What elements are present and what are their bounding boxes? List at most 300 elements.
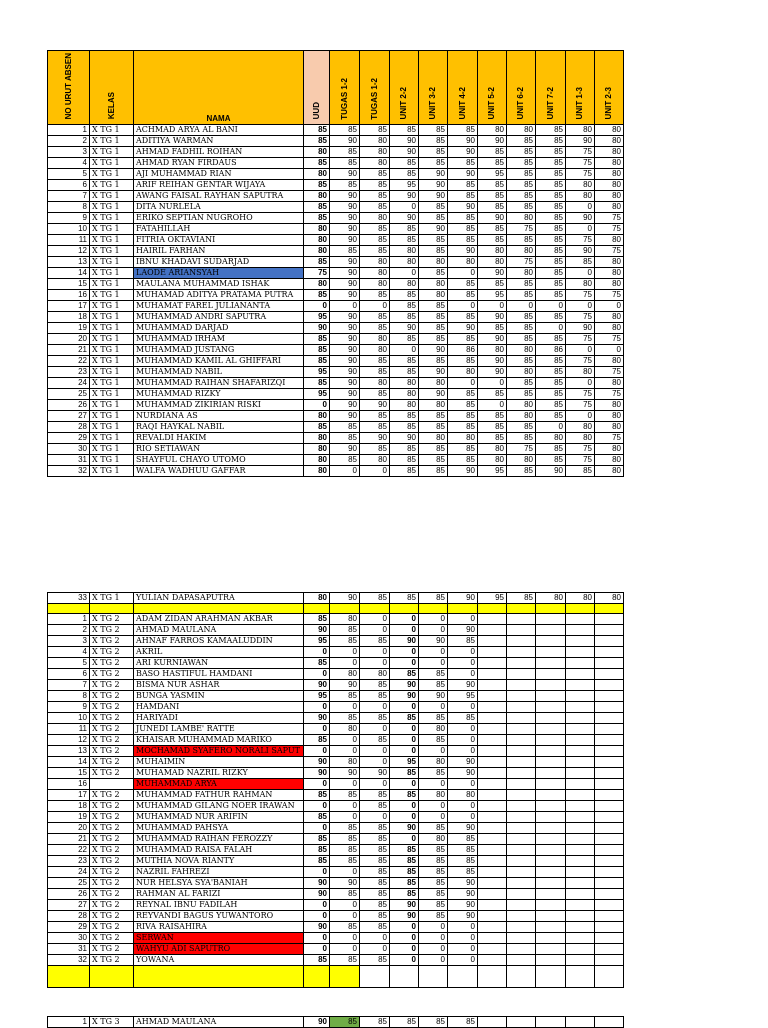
table-cell: 80 [595,378,624,389]
table-cell: 90 [448,323,478,334]
table-row [48,680,624,691]
table-cell [536,680,566,691]
table-cell: 0 [566,268,595,279]
table-cell: 85 [390,301,419,312]
table-cell: 85 [536,400,566,411]
grade-table-tg2 [47,592,624,988]
table-cell: 0 [390,647,419,658]
table-cell: 90 [330,213,360,224]
table-cell: 25 [48,389,90,400]
table-cell [536,779,566,790]
table-cell: 90 [304,1017,330,1028]
table-cell: X TG 1 [90,246,134,257]
table-cell: 80 [304,444,330,455]
table-cell: X TG 2 [90,933,134,944]
table-cell: 90 [330,224,360,235]
table-cell: 80 [595,422,624,433]
table-cell [595,878,624,889]
table-cell: 85 [536,202,566,213]
table-cell: 80 [360,213,390,224]
table-cell: 31 [48,455,90,466]
table-cell: 0 [566,378,595,389]
table-cell: X TG 2 [90,614,134,625]
table-cell: 85 [419,246,448,257]
table-cell [595,724,624,735]
table-cell: 90 [390,911,419,922]
table-cell: X TG 2 [90,669,134,680]
table-cell: 95 [304,691,330,702]
grade-table-tg1 [47,50,624,477]
table-cell: 80 [419,257,448,268]
table-cell: 90 [419,191,448,202]
column-header [478,51,507,125]
table-cell [566,834,595,845]
table-row [48,625,624,636]
column-header [507,51,536,125]
table-cell: 0 [419,625,448,636]
table-cell [507,669,536,680]
table-cell [595,966,624,988]
table-cell: 80 [507,125,536,136]
table-cell: AHNAF FARROS KAMAALUDDIN [134,636,304,647]
table-cell: 27 [48,900,90,911]
table-cell [507,801,536,812]
table-row [48,933,624,944]
table-cell: 0 [448,301,478,312]
table-cell: 80 [419,279,448,290]
table-cell: 14 [48,757,90,768]
table-cell: 0 [448,658,478,669]
table-cell: 80 [595,202,624,213]
table-cell [478,966,507,988]
table-cell: 90 [478,268,507,279]
table-cell [478,604,507,614]
table-cell [536,845,566,856]
table-cell [536,823,566,834]
table-cell: 95 [390,757,419,768]
table-cell: X TG 2 [90,944,134,955]
table-cell: 90 [330,878,360,889]
table-cell [566,889,595,900]
table-cell: 80 [419,400,448,411]
table-cell [507,922,536,933]
table-cell: 85 [330,455,360,466]
table-cell: 85 [478,158,507,169]
table-cell [566,966,595,988]
table-cell: 28 [48,422,90,433]
table-cell: MUHAMMAD ZIKIRIAN RISKI [134,400,304,411]
table-cell: 0 [360,812,390,823]
column-header-label: TUGAS 1-2 [339,77,349,120]
table-cell: 85 [478,323,507,334]
table-cell [566,669,595,680]
table-cell [566,1017,595,1028]
table-cell: 85 [304,290,330,301]
table-cell: X TG 1 [90,136,134,147]
table-cell: 85 [448,235,478,246]
table-row [48,658,624,669]
table-cell: RIVA RAISAHIRA [134,922,304,933]
table-cell: MUHAMMAD NABIL [134,367,304,378]
table-cell: X TG 2 [90,647,134,658]
table-cell: 80 [330,724,360,735]
table-cell: 1 [48,125,90,136]
table-cell: 85 [360,1017,390,1028]
table-cell: 85 [448,389,478,400]
table-cell: 85 [330,845,360,856]
table-cell: 85 [448,290,478,301]
table-cell: 0 [330,466,360,477]
table-cell: X TG 2 [90,856,134,867]
table-cell [48,604,90,614]
table-cell: 80 [360,345,390,356]
table-cell: 0 [448,944,478,955]
table-cell [536,966,566,988]
table-cell [90,779,134,790]
table-cell: 85 [304,125,330,136]
table-cell [304,966,330,988]
table-cell: 80 [507,455,536,466]
table-cell: 85 [360,125,390,136]
table-cell [595,636,624,647]
table-row [48,801,624,812]
table-cell: 85 [360,312,390,323]
table-cell: X TG 2 [90,757,134,768]
table-row [48,444,624,455]
column-header [566,51,595,125]
table-cell: NUR HELSYA SYA'BANIAH [134,878,304,889]
table-row [48,593,624,604]
table-cell [507,856,536,867]
table-cell: 85 [304,955,330,966]
table-cell: 85 [360,713,390,724]
table-cell: 85 [536,213,566,224]
table-cell [478,856,507,867]
table-cell: 85 [419,889,448,900]
table-cell [478,702,507,713]
table-cell: WALFA WADHUU GAFFAR [134,466,304,477]
table-cell: 85 [536,246,566,257]
table-cell: 85 [448,279,478,290]
table-cell: 80 [566,593,595,604]
table-row [48,757,624,768]
table-row [48,647,624,658]
table-cell: 80 [304,455,330,466]
table-cell: 85 [536,367,566,378]
table-cell: 85 [419,900,448,911]
table-cell: 95 [304,367,330,378]
table-cell [507,625,536,636]
table-cell [419,966,448,988]
table-cell: 85 [390,169,419,180]
table-cell: 85 [419,593,448,604]
table-cell: 0 [304,867,330,878]
table-cell [536,1017,566,1028]
table-cell: 85 [507,323,536,334]
table-cell: 85 [419,823,448,834]
table-cell: X TG 1 [90,455,134,466]
table-cell [507,680,536,691]
table-cell: X TG 1 [90,202,134,213]
table-cell: 0 [566,411,595,422]
table-cell: X TG 1 [90,400,134,411]
table-cell: 90 [390,900,419,911]
table-cell [536,647,566,658]
table-cell: 85 [448,356,478,367]
table-cell: 80 [595,356,624,367]
table-cell: 90 [330,136,360,147]
table-cell: 90 [304,878,330,889]
table-cell [595,1017,624,1028]
table-cell: X TG 1 [90,147,134,158]
table-cell: 85 [448,191,478,202]
table-cell: 0 [566,345,595,356]
table-cell: 90 [419,367,448,378]
table-cell: 90 [448,757,478,768]
table-cell [595,933,624,944]
table-cell: 9 [48,702,90,713]
column-header [330,51,360,125]
table-cell: ADITIYA WARMAN [134,136,304,147]
table-cell: X TG 1 [90,356,134,367]
table-cell [507,713,536,724]
table-cell: BASO HASTIFUL HAMDANI [134,669,304,680]
table-cell [536,801,566,812]
table-cell: NAZRIL FAHREZI [134,867,304,878]
table-row [48,400,624,411]
column-header-label: UNIT 3-2 [428,86,437,120]
table-cell [536,933,566,944]
table-cell: X TG 2 [90,878,134,889]
table-row [48,411,624,422]
table-cell: DITA NURLELA [134,202,304,213]
table-cell: 90 [360,400,390,411]
table-cell: 0 [419,614,448,625]
table-cell: 85 [507,191,536,202]
table-row [48,889,624,900]
table-cell: 85 [330,856,360,867]
table-cell: 75 [595,389,624,400]
table-cell [448,604,478,614]
table-cell [595,614,624,625]
column-header [390,51,419,125]
table-cell: 85 [360,823,390,834]
table-cell: 0 [566,301,595,312]
table-cell: 80 [448,790,478,801]
table-cell: 85 [360,593,390,604]
table-cell: 80 [360,158,390,169]
table-cell: 90 [304,757,330,768]
column-header-label: UNIT 2-2 [399,86,408,120]
table-cell [507,779,536,790]
table-cell: 85 [419,235,448,246]
table-cell: 75 [566,169,595,180]
table-cell: 10 [48,713,90,724]
table-cell: 80 [536,433,566,444]
table-cell: 85 [330,691,360,702]
table-cell: 80 [360,455,390,466]
table-cell: X TG 2 [90,746,134,757]
table-cell: 85 [507,147,536,158]
table-cell: 85 [330,433,360,444]
table-cell: 85 [507,158,536,169]
table-cell: FATAHILLAH [134,224,304,235]
table-cell [566,713,595,724]
table-cell: X TG 1 [90,158,134,169]
table-cell: 0 [419,922,448,933]
table-cell [566,944,595,955]
table-cell: 90 [478,136,507,147]
table-cell: 85 [536,334,566,345]
table-cell: 90 [390,136,419,147]
table-cell: 80 [360,669,390,680]
table-cell: 85 [390,235,419,246]
table-cell: 75 [507,257,536,268]
table-cell: AHMAD RYAN FIRDAUS [134,158,304,169]
table-cell: 80 [390,400,419,411]
table-cell: 80 [304,169,330,180]
table-cell: 90 [304,323,330,334]
table-cell [507,867,536,878]
table-cell: 75 [566,356,595,367]
table-cell [566,922,595,933]
table-cell: 80 [419,834,448,845]
table-cell: 85 [448,1017,478,1028]
table-cell: X TG 1 [90,312,134,323]
table-cell: 0 [330,944,360,955]
table-cell: 0 [390,735,419,746]
table-cell: X TG 1 [90,169,134,180]
table-cell: 85 [448,636,478,647]
table-cell: 80 [595,180,624,191]
table-cell: 85 [330,636,360,647]
table-cell [536,878,566,889]
table-cell: 80 [595,136,624,147]
table-cell: 0 [330,735,360,746]
table-cell: 24 [48,378,90,389]
table-cell: X TG 2 [90,724,134,735]
table-cell [536,856,566,867]
table-cell [595,669,624,680]
table-cell: 90 [448,625,478,636]
table-cell: ACHMAD ARYA AL BANI [134,125,304,136]
table-cell: 0 [390,801,419,812]
table-cell: 85 [304,845,330,856]
table-cell [566,691,595,702]
table-cell: 85 [419,911,448,922]
table-cell: 85 [448,845,478,856]
table-cell [536,746,566,757]
table-cell: 0 [360,757,390,768]
table-cell: 0 [536,422,566,433]
table-cell: 75 [566,400,595,411]
column-header-label: UNIT 5-2 [487,86,496,120]
table-cell: 0 [330,900,360,911]
table-row [48,455,624,466]
table-cell: 75 [566,158,595,169]
table-cell: 80 [330,757,360,768]
table-cell [566,878,595,889]
table-cell [566,900,595,911]
table-cell: 80 [595,593,624,604]
table-cell [536,636,566,647]
table-cell: 90 [566,136,595,147]
table-cell: 18 [48,312,90,323]
table-cell: 95 [448,691,478,702]
table-cell: 0 [360,779,390,790]
table-cell: 80 [566,180,595,191]
table-cell: IBNU KHADAVI SUDARJAD [134,257,304,268]
table-cell: 85 [390,334,419,345]
table-cell: 0 [304,801,330,812]
table-cell: 0 [360,647,390,658]
table-row [48,268,624,279]
table-cell: 85 [360,955,390,966]
table-cell: 90 [536,466,566,477]
table-cell: 85 [536,455,566,466]
table-cell: 23 [48,856,90,867]
table-cell [360,604,390,614]
table-cell [507,724,536,735]
table-cell: X TG 2 [90,911,134,922]
table-cell [304,604,330,614]
table-cell: 85 [536,180,566,191]
table-cell: X TG 1 [90,191,134,202]
table-cell: 95 [304,312,330,323]
table-cell: 90 [390,636,419,647]
table-cell: 0 [419,801,448,812]
table-cell: X TG 1 [90,224,134,235]
table-cell: 85 [419,323,448,334]
table-cell: 85 [390,790,419,801]
table-cell: 85 [536,125,566,136]
table-cell: 21 [48,834,90,845]
column-header [90,51,134,125]
table-cell: X TG 2 [90,812,134,823]
table-cell: 85 [507,466,536,477]
table-cell: 0 [330,911,360,922]
table-cell: 32 [48,466,90,477]
table-cell: 85 [419,856,448,867]
table-cell [566,724,595,735]
table-row [48,724,624,735]
table-cell: 0 [595,301,624,312]
table-cell: 85 [419,411,448,422]
table-cell: 85 [478,422,507,433]
table-cell: 80 [304,466,330,477]
table-cell: 0 [448,647,478,658]
table-row [48,702,624,713]
table-cell: 0 [304,823,330,834]
table-cell: 85 [419,213,448,224]
table-cell: 0 [304,647,330,658]
table-cell [536,658,566,669]
table-cell: 24 [48,867,90,878]
table-cell: MUHAMMAD DARJAD [134,323,304,334]
table-cell: 0 [360,466,390,477]
table-cell: 85 [390,768,419,779]
table-cell: X TG 1 [90,389,134,400]
table-cell: 80 [507,345,536,356]
table-cell [478,933,507,944]
table-cell: 85 [390,356,419,367]
table-cell: 85 [360,636,390,647]
table-cell: 85 [507,136,536,147]
table-cell: 80 [304,235,330,246]
table-cell: 0 [448,801,478,812]
table-cell: 85 [330,955,360,966]
table-cell: 80 [448,367,478,378]
